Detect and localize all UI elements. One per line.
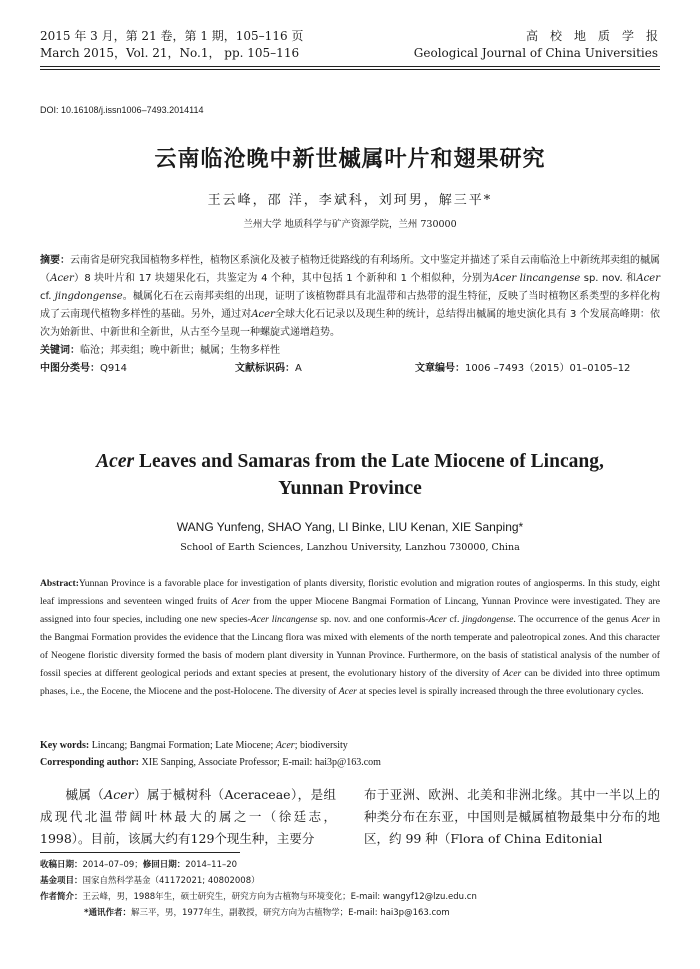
abstract-cn-text: cf. bbox=[40, 291, 55, 302]
footnote-corresponding bbox=[84, 906, 450, 920]
affiliation-en: School of Earth Sciences, Lanzhou University, Lanzhou 730000, China bbox=[180, 542, 520, 553]
title-en-line1 bbox=[40, 448, 660, 475]
species-name: Acer lincangense bbox=[250, 614, 318, 625]
document-code bbox=[235, 359, 302, 374]
corresponding-value: XIE Sanping, Associate Professor; E-mail: hai3p@163.com bbox=[141, 757, 381, 768]
genus-name: Acer bbox=[428, 614, 447, 625]
authors-en: WANG Yunfeng, SHAO Yang, LI Binke, LIU Kenan, XIE Sanping* bbox=[176, 520, 524, 534]
header-rule-top bbox=[40, 66, 660, 67]
title-en-text: Leaves and Samaras from the Late Miocene of Lincang, bbox=[134, 451, 604, 472]
funding-value: 国家自然科学基金（41172021; 40802008） bbox=[82, 876, 260, 886]
doc-label: 文献标识码： bbox=[235, 363, 295, 374]
corresponding-label: Corresponding author bbox=[40, 757, 136, 768]
keywords-cn bbox=[40, 341, 280, 356]
title-en-line2: Yunnan Province bbox=[278, 478, 422, 499]
footnote-funding bbox=[40, 874, 260, 888]
genus-name: Acer bbox=[503, 668, 522, 679]
article-value: 1006 –7493（2015）01–0105–12 bbox=[465, 363, 631, 374]
abstract-en bbox=[40, 575, 660, 701]
citation-block bbox=[40, 28, 380, 62]
abstract-en-text: in the Bangmai Formation provides the evidence that the Lincang flora was mixed with elements of the north temperate and paleotropical zones. And this character of Neogene floristic diversity formed the basis of modern plant diversity in Yunnan Province. Furthermore, on the basis of statistical analysis of the number of fossil species at different geological periods and extant species at present, the evolutionary history of the diversity of bbox=[40, 614, 660, 679]
abstract-cn-text: ）8 块叶片和 17 块翅果化石，共鉴定为 4 个种，其中包括 1 个新种和 1 个相似种，分别为 bbox=[73, 273, 493, 284]
footnote-dates bbox=[40, 858, 237, 872]
body-column-left bbox=[40, 784, 336, 850]
keywords-cn-label: 关键词： bbox=[40, 345, 80, 356]
clc-number bbox=[40, 359, 127, 374]
abstract-en-text: . The occurrence of the genus bbox=[513, 614, 632, 625]
footnote-rule bbox=[40, 852, 240, 853]
journal-block bbox=[380, 28, 670, 62]
author-bio-label: 作者简介： bbox=[40, 892, 83, 902]
keywords-en-value: ; biodiversity bbox=[294, 740, 348, 751]
citation-cn: 2015 年 3 月，第 21 卷，第 1 期，105–116 页 bbox=[40, 29, 304, 43]
abstract-cn bbox=[40, 252, 660, 342]
abstract-cn-text: 。槭属化石在云南邦卖组的出现，证明了该植物群具有北温带和古热带的混生特征，反映了当时植物区系类型的多样化构成了云南现代植物多样性的基础。另外，通过对 bbox=[40, 291, 661, 320]
abstract-en-label: Abstract: bbox=[40, 578, 79, 589]
abstract-en-text: sp. nov. and one conformis- bbox=[317, 614, 429, 625]
genus-name: Acer bbox=[338, 686, 357, 697]
genus-name: Acer bbox=[251, 309, 275, 320]
article-label: 文章编号： bbox=[415, 363, 465, 374]
keywords-en-value: Lincang; Bangmai Formation; Late Miocene; bbox=[91, 740, 276, 751]
journal-name-cn: 高校地质学报 bbox=[525, 29, 670, 43]
funding-label: 基金项目： bbox=[40, 876, 83, 886]
clc-value: Q914 bbox=[100, 363, 127, 374]
doi[interactable]: DOI: 10.16108/j.issn1006–7493.2014114 bbox=[40, 105, 204, 115]
doc-value: A bbox=[295, 363, 302, 374]
keywords-cn-value: 临沧；邦卖组；晚中新世；槭属；生物多样性 bbox=[80, 345, 280, 356]
abstract-en-text: Yunnan Province is a favorable place for investigation of plants diversity, floristic evolution and migration routes of angiosperms. In this study, eight leaf impressions and seventeen winged fruits of bbox=[40, 578, 660, 607]
keywords-en-colon: : bbox=[85, 740, 92, 751]
title-en-genus: Acer bbox=[96, 451, 135, 472]
received-value: 2014–07–09； bbox=[82, 860, 143, 870]
abstract-en-text: at species level is spirally increased through the three evolutionary cycles. bbox=[356, 686, 644, 697]
genus-name: Acer bbox=[104, 787, 134, 802]
corresponding-footnote-label: *通讯作者： bbox=[84, 908, 131, 918]
abstract-cn-text: 云南省是研究我国植物多样性，植物区系演化及被子植物迁徙路线的有利场所。文中鉴定并描述了采自云南临沧上中新统邦卖组的槭属（ bbox=[40, 255, 660, 284]
revised-label: 修回日期： bbox=[142, 860, 186, 870]
clc-label: 中图分类号： bbox=[40, 363, 100, 374]
keywords-en-label: Key words bbox=[40, 740, 86, 751]
header-rule-bottom bbox=[40, 69, 660, 70]
genus-name: Acer bbox=[231, 596, 250, 607]
title-cn: 云南临沧晚中新世槭属叶片和翅果研究 bbox=[154, 147, 546, 172]
author-bio-value: 王云峰，男，1988年生，硕士研究生，研究方向为古植物与环境变化；E-mail: wangyf12@lzu.edu.cn bbox=[82, 892, 477, 902]
footnote-author-bio bbox=[40, 890, 477, 904]
corresponding-colon: : bbox=[135, 757, 142, 768]
article-number bbox=[415, 359, 630, 374]
abstract-cn-label: 摘要： bbox=[40, 255, 70, 266]
keywords-en bbox=[40, 740, 348, 751]
citation-en: March 2015，Vol. 21，No.1， pp. 105–116 bbox=[40, 46, 300, 60]
revised-value: 2014–11–20 bbox=[185, 860, 238, 870]
corresponding-footnote-value: 解三平，男，1977年生，副教授，研究方向为古植物学；E-mail: hai3p@163.com bbox=[130, 908, 450, 918]
species-name: jingdongense bbox=[462, 614, 514, 625]
affiliation-cn: 兰州大学 地质科学与矿产资源学院，兰州 730000 bbox=[243, 219, 457, 230]
body-column-right: 布于亚洲、欧洲、北美和非洲北缘。其中一半以上的种类分布在东亚，中国则是槭属植物最集中分布的地区，约 99 种（Flora of China Editonial bbox=[364, 787, 660, 846]
species-name: jingdongense bbox=[54, 291, 123, 302]
abstract-cn-text: sp. nov. 和 bbox=[580, 273, 637, 284]
abstract-cn-text: 全球大化石记录以及现生种的统计，总结得出槭属的地史演化具有 3 个发展高峰期：依次为始新世、中新世和全新世，从古至今呈现一种螺旋式递增趋势。 bbox=[40, 309, 660, 338]
body-text: 槭属（ bbox=[65, 787, 105, 802]
authors-cn: 王云峰，邵 洋，李斌科，刘珂男，解三平* bbox=[207, 193, 493, 208]
body-text: ）属于槭树科（Aceraceae），是组成现代北温带阔叶林最大的属之一（徐廷志，1998）。目前，该属大约有129个现生种，主要分 bbox=[40, 787, 336, 846]
corresponding-author-en bbox=[40, 757, 381, 768]
species-name: Acer bbox=[636, 273, 660, 284]
journal-name-en: Geological Journal of China Universities bbox=[413, 46, 658, 60]
species-name: Acer lincangense bbox=[492, 273, 581, 284]
abstract-en-text: cf. bbox=[446, 614, 463, 625]
abstract-en-text: can be divided into three optimum phases, i.e., the Eocene, the Miocene and the post-Holocene. The diversity of bbox=[40, 668, 660, 697]
genus-name: Acer bbox=[275, 740, 295, 751]
title-en bbox=[40, 448, 660, 502]
genus-name: Acer bbox=[631, 614, 650, 625]
abstract-en-text: from the upper Miocene Bangmai Formation of Lincang, Yunnan Province were investigated. They are assigned into four species, including one new species- bbox=[40, 596, 660, 625]
genus-name: Acer bbox=[50, 273, 74, 284]
received-label: 收稿日期： bbox=[40, 860, 83, 870]
